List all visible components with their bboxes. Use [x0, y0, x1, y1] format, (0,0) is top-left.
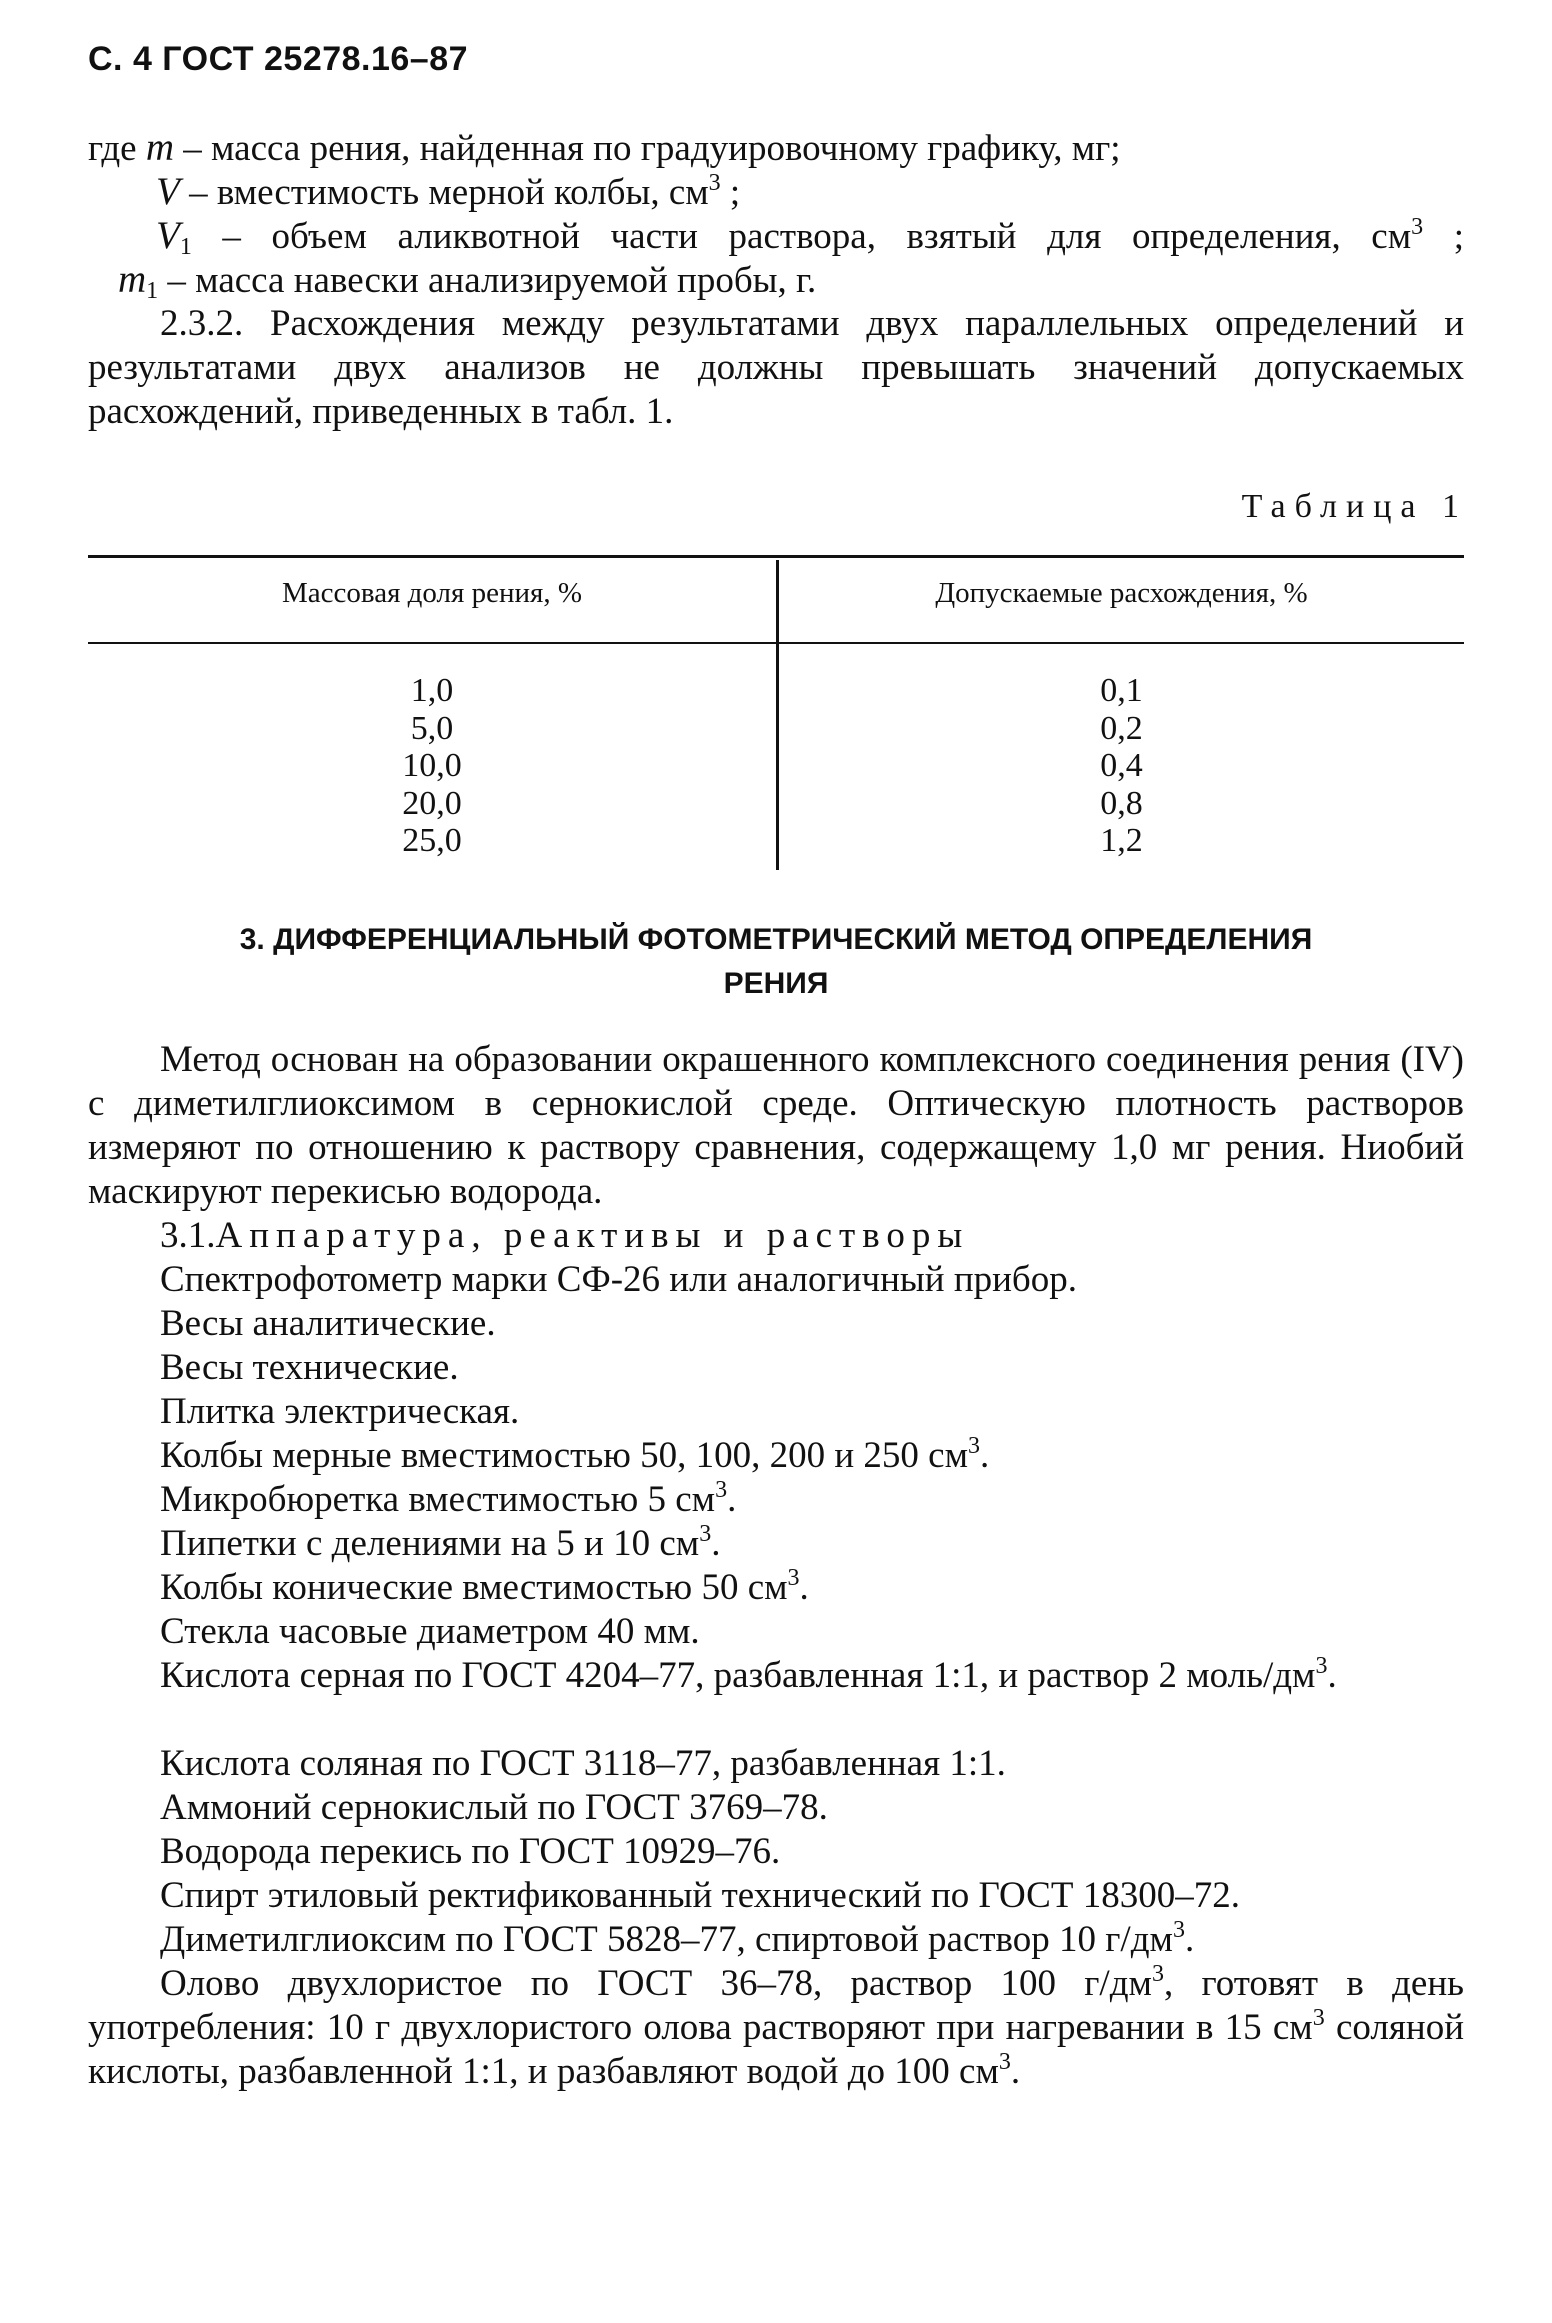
symbol: V — [156, 170, 180, 213]
definition-m: где m – масса рения, найденная по градуировочному графику, мг; — [88, 126, 1121, 169]
table-header-tolerance: Допускаемые расхождения, % — [935, 577, 1308, 609]
list-item: Стекла часовые диаметром 40 мм. — [160, 1611, 700, 1652]
symbol: m — [145, 126, 175, 169]
table-top-rule — [88, 555, 1464, 558]
running-header: С. 4 ГОСТ 25278.16–87 — [88, 40, 469, 78]
table-header-mass-fraction: Массовая доля рения, % — [281, 577, 582, 609]
list-item: Водорода перекись по ГОСТ 10929–76. — [160, 1831, 781, 1872]
reagent-list — [160, 1742, 1240, 1962]
list-item: Спирт этиловый ректификованный технический по ГОСТ 18300–72. — [160, 1875, 1240, 1916]
table-cell-mass: 10,0 — [402, 747, 462, 784]
symbol: V — [156, 214, 180, 257]
list-item: Весы аналитические. — [160, 1303, 496, 1344]
section-3-title: 3. ДИФФЕРЕНЦИАЛЬНЫЙ ФОТОМЕТРИЧЕСКИЙ МЕТОД ОПРЕДЕЛЕНИЯ РЕНИЯ — [239, 923, 1313, 1000]
list-item: Весы технические. — [160, 1347, 459, 1388]
section-3-intro: Метод основан на образовании окрашенного комплексного соединения рения (IV) с диметилглиоксимом в сернокислой среде. Оптическую плотность растворов измеряют по отношению к раствору сравнения, содержащему 1,0 мг рения. Ниобий маскируют перекисью водорода. — [88, 1039, 1464, 1212]
list-item: Плитка электрическая. — [160, 1391, 520, 1432]
list-item: Пипетки с делениями на 5 и 10 $см^3$. — [160, 1521, 721, 1564]
table-cell-mass: 1,0 — [410, 672, 454, 709]
table-cell-tolerance: 0,2 — [1100, 709, 1143, 747]
sulfuric-acid-item: Кислота серная по ГОСТ 4204–77, разбавленная 1:1, и раствор 2 моль/$дм^3$. — [160, 1653, 1337, 1696]
tin-chloride-item: Олово двухлористое по ГОСТ 36–78, раствор 100 $г/дм^3$, готовят в день употребления: 10 г двухлористого олова растворяют при нагревании в 15 $см^3$ соляной кислоты, разбавленной 1:1, и разбавляют водой до 100 $см^3$. — [88, 1961, 1464, 2092]
table-cell-tolerance: 1,2 — [1100, 822, 1143, 859]
list-item: Аммоний сернокислый по ГОСТ 3769–78. — [160, 1787, 828, 1828]
table-cell-tolerance: 0,8 — [1100, 784, 1143, 822]
definition-v: V – вместимость мерной колбы, $см^3$ ; — [156, 170, 741, 213]
list-item: Колбы конические вместимостью 50 $см^3$. — [160, 1565, 809, 1608]
definition-v1: $V_1$ – объем аликвотной части раствора, взятый для определения, $см^3$ ; — [156, 214, 1464, 260]
table-cell-mass: 5,0 — [410, 709, 454, 747]
subsection-3-1-heading: 3.1.Аппаратура, реактивы и растворы — [160, 1215, 970, 1256]
definition-m1: $m_1$ – масса навески анализируемой пробы, г. — [118, 258, 817, 304]
symbol: m — [118, 258, 147, 301]
table-column-mass — [88, 672, 776, 860]
list-item: Спектрофотометр марки СФ-26 или аналогичный прибор. — [160, 1259, 1077, 1300]
table-cell-mass: 20,0 — [402, 784, 462, 822]
table-cell-tolerance: 0,1 — [1100, 672, 1143, 709]
list-item: Микробюретка вместимостью 5 $см^3$. — [160, 1477, 737, 1520]
paragraph-2-3-2: 2.3.2. Расхождения между результатами двух параллельных определений и результатами двух анализов не должны превышать значений допускаемых расхождений, приведенных в табл. 1. — [88, 303, 1464, 432]
table-cell-tolerance: 0,4 — [1100, 747, 1143, 784]
table-column-tolerance — [779, 672, 1464, 860]
list-item: Кислота соляная по ГОСТ 3118–77, разбавленная 1:1. — [160, 1743, 1006, 1784]
table-caption: Таблица 1 — [1241, 488, 1468, 525]
equipment-list — [160, 1214, 1077, 1654]
list-item: Диметилглиоксим по ГОСТ 5828–77, спиртовой раствор 10 $г/дм^3$. — [160, 1917, 1195, 1960]
table-cell-mass: 25,0 — [402, 822, 462, 859]
list-item: Колбы мерные вместимостью 50, 100, 200 и 250 $см^3$. — [160, 1433, 990, 1476]
